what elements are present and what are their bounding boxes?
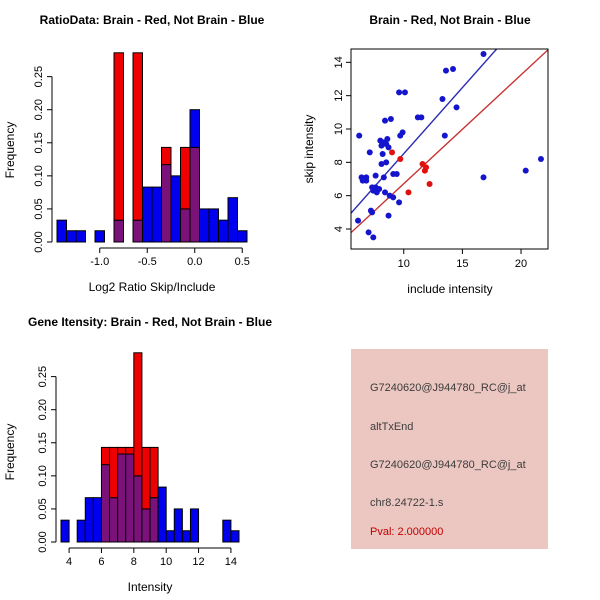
svg-text:0.0: 0.0: [187, 256, 203, 268]
ratio-histogram-title: RatioData: Brain - Red, Not Brain - Blue: [39, 13, 265, 27]
event-type-text: altTxEnd: [370, 421, 414, 433]
svg-text:0.15: 0.15: [37, 432, 49, 454]
scatter-ylabel: skip intensity: [302, 114, 316, 184]
svg-text:0.05: 0.05: [37, 498, 49, 520]
svg-text:10: 10: [397, 258, 410, 270]
svg-text:0.15: 0.15: [33, 132, 45, 154]
svg-text:0.20: 0.20: [33, 98, 45, 121]
svg-text:20: 20: [514, 258, 528, 270]
svg-text:0.5: 0.5: [234, 256, 250, 268]
svg-text:4: 4: [333, 225, 345, 233]
ratio-histogram-xlabel: Log2 Ratio Skip/Include: [88, 280, 216, 294]
gene-histogram-plot: [37, 353, 239, 568]
svg-text:6: 6: [98, 556, 105, 568]
ratio-histogram-panel: [0, 0, 300, 300]
gene-intensity-histogram-panel: [0, 300, 300, 600]
probe-id-text: G7240620@J944780_RC@j_at: [370, 382, 526, 394]
svg-text:12: 12: [333, 89, 345, 102]
svg-text:8: 8: [333, 159, 345, 166]
svg-text:14: 14: [333, 56, 345, 69]
ratio-histogram-plot: [33, 53, 250, 268]
svg-text:8: 8: [130, 556, 137, 568]
scatter-plot: [333, 44, 548, 270]
svg-text:0.00: 0.00: [37, 531, 49, 553]
svg-text:15: 15: [456, 258, 469, 270]
gene-histogram-title: Gene Itensity: Brain - Red, Not Brain - Blue: [27, 315, 273, 329]
svg-text:0.00: 0.00: [33, 231, 45, 253]
scatter-title: Brain - Red, Not Brain - Blue: [369, 13, 531, 27]
scatter-panel: [300, 0, 600, 300]
svg-text:10: 10: [333, 122, 345, 136]
probe-id-repeat-text: G7240620@J944780_RC@j_at: [370, 459, 526, 471]
svg-text:0.25: 0.25: [37, 365, 49, 388]
svg-text:0.20: 0.20: [37, 398, 49, 421]
svg-text:0.05: 0.05: [33, 198, 45, 220]
svg-text:-1.0: -1.0: [90, 256, 110, 268]
svg-text:10: 10: [160, 556, 173, 568]
scatter-xlabel: include intensity: [407, 282, 493, 296]
svg-text:4: 4: [66, 556, 73, 568]
gene-histogram-xlabel: Intensity: [127, 580, 173, 594]
svg-text:0.10: 0.10: [37, 465, 49, 487]
svg-text:6: 6: [333, 192, 345, 199]
locus-id-text: chr8.24722-1.s: [370, 497, 444, 509]
svg-text:12: 12: [192, 556, 205, 568]
ratio-histogram-ylabel: Frequency: [3, 121, 17, 179]
svg-text:0.25: 0.25: [33, 65, 45, 88]
gene-info-panel: [351, 349, 548, 549]
svg-text:14: 14: [224, 556, 238, 568]
svg-text:-0.5: -0.5: [137, 256, 157, 268]
pval-text: Pval: 2.000000: [370, 526, 444, 538]
gene-histogram-ylabel: Frequency: [3, 423, 17, 481]
svg-text:0.10: 0.10: [33, 165, 45, 187]
